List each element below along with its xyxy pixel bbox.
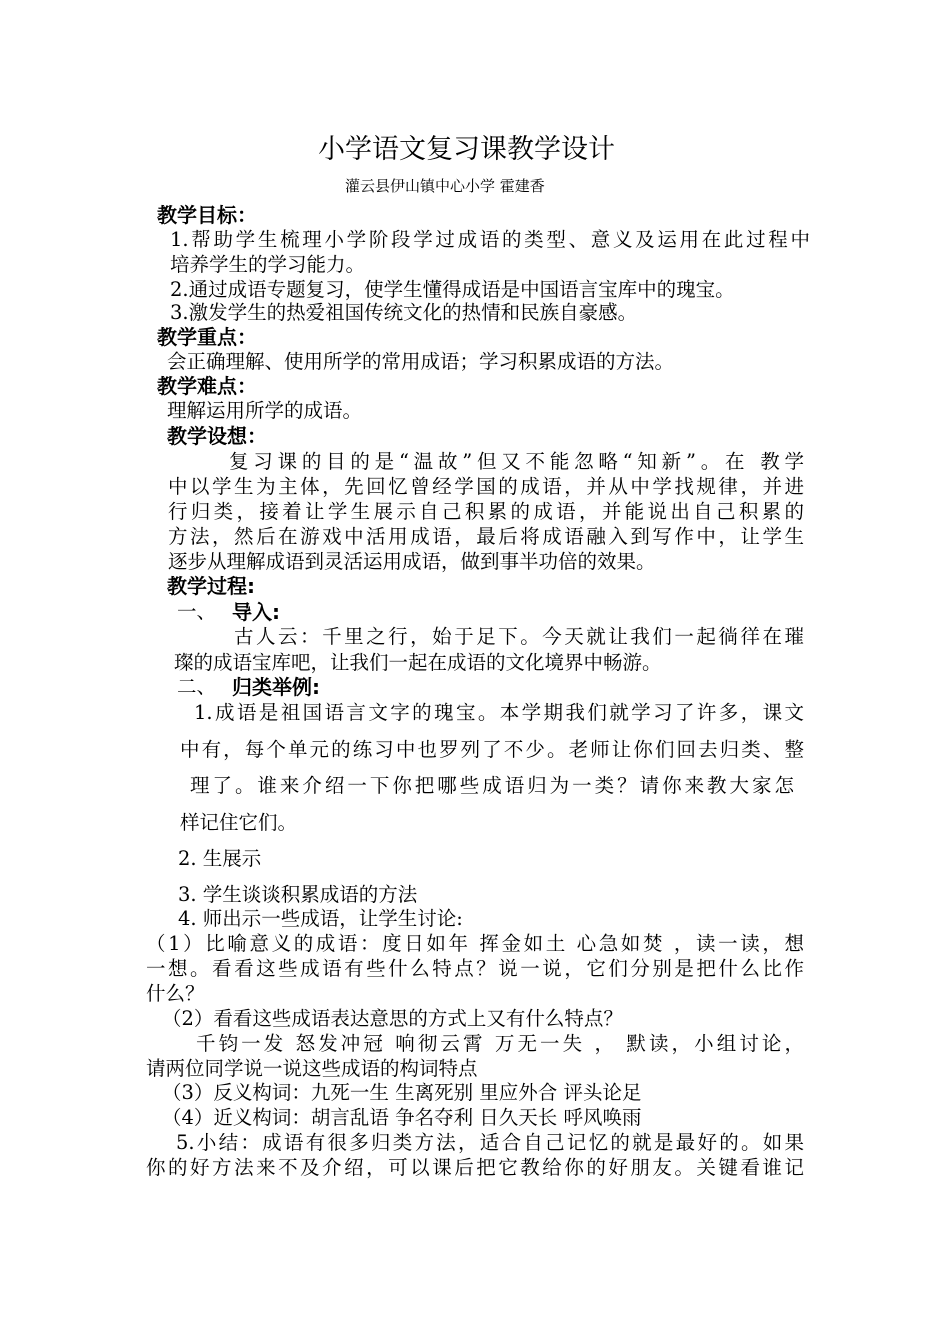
section-2-title: 归类举例: [232, 675, 320, 699]
section-1-number: 一、 [177, 600, 217, 623]
question-2-line-1: （2）看看这些成语表达意思的方式上又有什么特点？ [162, 1007, 623, 1030]
difficulties-text: 理解运用所学的成语。 [167, 399, 363, 422]
section-2-p1-line-1: 1.成语是祖国语言文字的瑰宝。本学期我们就学习了许多，课文 [194, 701, 804, 724]
difficulties-heading: 教学难点： [157, 374, 257, 398]
objective-1-line-1: 1.帮助学生梳理小学阶段学过成语的类型、意义及运用在此过程中 [170, 228, 810, 251]
process-heading: 教学过程: [167, 574, 255, 598]
concept-line-2: 中以学生为主体，先回忆曾经学国的成语，并从中学找规律，并进 [168, 475, 804, 498]
section-2-p3: 3. 学生谈谈积累成语的方法 [178, 883, 418, 906]
summary-line-2: 你的好方法来不及介绍，可以课后把它教给你的好朋友。关键看谁记 [146, 1156, 804, 1179]
doc-title: 小学语文复习课教学设计 [318, 134, 615, 165]
section-1-line-1: 古人云：千里之行，始于足下。今天就让我们一起徜徉在璀 [234, 625, 804, 648]
section-2-p2: 2. 生展示 [178, 847, 262, 870]
concept-line-3: 行归类，接着让学生展示自己积累的成语，并能说出自己积累的 [168, 500, 804, 523]
objective-3: 3.激发学生的热爱祖国传统文化的热情和民族自豪感。 [170, 301, 638, 324]
section-2-p1-line-2: 中有，每个单元的练习中也罗列了不少。老师让你们回去归类、整 [180, 738, 804, 761]
section-2-p1-line-4: 样记住它们。 [180, 811, 298, 834]
question-1-line-3: 什么？ [146, 982, 205, 1005]
objective-1-line-2: 培养学生的学习能力。 [170, 253, 366, 276]
question-4: （4）近义构词：胡言乱语 争名夺利 日久天长 呼风唤雨 [162, 1106, 642, 1129]
objectives-heading: 教学目标： [157, 203, 257, 227]
section-1-title: 导入: [232, 600, 280, 624]
section-2-p4: 4. 师出示一些成语，让学生讨论: [178, 907, 463, 930]
question-1-line-2: 一想。看看这些成语有些什么特点？说一说，它们分别是把什么比作 [146, 957, 804, 980]
section-1-line-2: 璨的成语宝库吧，让我们一起在成语的文化境界中畅游。 [174, 651, 662, 674]
objective-2: 2.通过成语专题复习，使学生懂得成语是中国语言宝库中的瑰宝。 [170, 278, 735, 301]
concept-line-5: 逐步从理解成语到灵活运用成语，做到事半功倍的效果。 [168, 550, 656, 573]
summary-line-1: 5.小结：成语有很多归类方法，适合自己记忆的就是最好的。如果 [176, 1131, 804, 1154]
concept-line-1: 复习课的目的是“温故”但又不能忽略“知新”。在 教学 [229, 450, 804, 473]
question-1-line-1: （1）比喻意义的成语：度日如年 挥金如土 心急如焚 ，读一读，想 [146, 932, 804, 955]
question-3: （3）反义构词：九死一生 生离死别 里应外合 评头论足 [162, 1081, 642, 1104]
question-2-line-3: 请两位同学说一说这些成语的构词特点 [146, 1057, 478, 1080]
key-points-text: 会正确理解、使用所学的常用成语；学习积累成语的方法。 [167, 350, 675, 373]
concept-line-4: 方法，然后在游戏中活用成语，最后将成语融入到写作中，让学生 [168, 525, 804, 548]
doc-author: 灌云县伊山镇中心小学 霍建香 [345, 177, 545, 195]
concept-heading: 教学设想： [167, 424, 267, 448]
section-2-number: 二、 [177, 675, 217, 698]
key-points-heading: 教学重点： [157, 325, 257, 349]
question-2-line-2: 千钧一发 怒发冲冠 响彻云霄 万无一失 ， 默读，小组讨论， [196, 1032, 804, 1055]
section-2-p1-line-3: 理了。谁来介绍一下你把哪些成语归为一类？请你来教大家怎 [190, 774, 794, 797]
